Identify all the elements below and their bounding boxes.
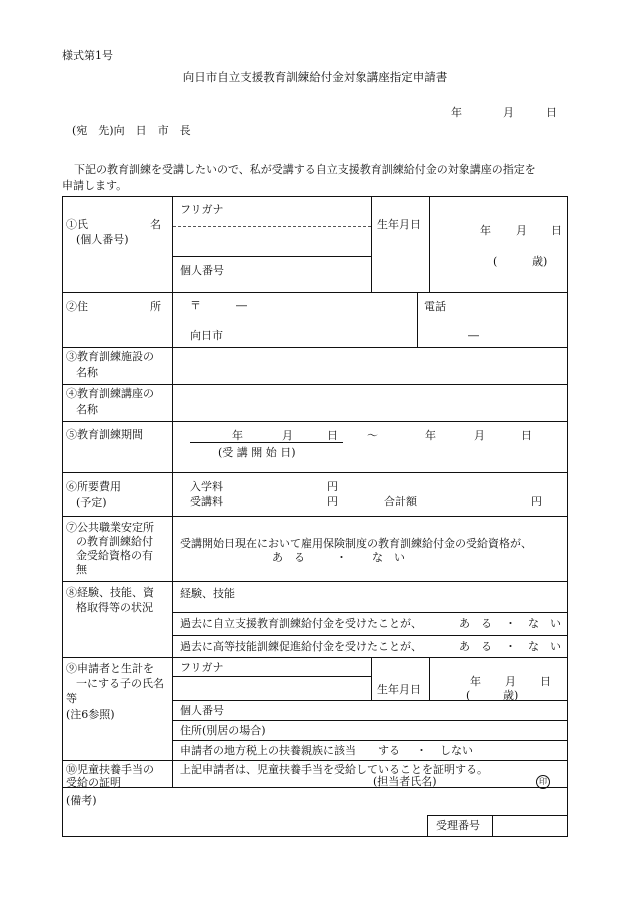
s2-city: 向日市 — [190, 329, 223, 342]
s8-sep-2 — [173, 635, 568, 636]
addressee: (宛 先)向 日 市 長 — [72, 124, 191, 137]
s6-admission-label: 入学料 — [190, 480, 223, 493]
s8-sep-1 — [173, 612, 568, 613]
s1-birth-day: 日 — [551, 224, 562, 237]
s9-choice-sep: ・ — [416, 744, 427, 757]
s9-birth-year: 年 — [470, 675, 481, 688]
date-month-label: 月 — [503, 106, 514, 119]
s7-label-line3: 金受給資格の有 — [76, 549, 153, 562]
s10-officer-label: (担当者氏名) — [373, 775, 437, 788]
s2-phone-dash: ― — [468, 329, 479, 342]
s8-q2-choice-sep: ・ — [505, 640, 516, 653]
s1-age-close: 歳) — [532, 255, 548, 268]
s3-label-line1: ③教育訓練施設の — [66, 350, 154, 363]
s8-q1-choice-yes[interactable]: あ る — [459, 617, 492, 630]
s5-label: ⑤教育訓練期間 — [66, 428, 143, 441]
s5-start-underline — [190, 442, 343, 443]
intro-line-2: 申請します。 — [62, 179, 128, 192]
s6-tuition-label: 受講料 — [190, 495, 223, 508]
s5-end-day: 日 — [521, 429, 532, 442]
s3-facility-name-field[interactable] — [173, 348, 567, 384]
s2-phone-field[interactable] — [418, 293, 567, 347]
s5-start-year: 年 — [232, 429, 243, 442]
s9-dependent-sep — [173, 740, 568, 741]
s5-start-day: 日 — [327, 429, 338, 442]
s1-birth-value-divider — [429, 196, 430, 292]
s9-age-close: 歳) — [503, 689, 519, 702]
s4-course-name-field[interactable] — [173, 385, 567, 421]
s9-birth-divider — [371, 657, 372, 700]
s7-label-line1: ⑦公共職業安定所 — [66, 521, 154, 534]
s5-tilde: ～ — [367, 429, 378, 442]
s9-birth-value-divider — [429, 657, 430, 700]
s10-label-line2: 受給の証明 — [66, 776, 121, 789]
s6-total-label: 合計額 — [384, 495, 417, 508]
s1-personal-number-field[interactable] — [172, 257, 371, 292]
s9-address-sep — [173, 720, 568, 721]
s10-certify-text: 上記申請者は、児童扶養手当を受給していることを証明する。 — [180, 763, 488, 776]
s4-label-line1: ④教育訓練講座の — [66, 387, 154, 400]
s8-label-line2: 格取得等の状況 — [76, 601, 153, 614]
s9-label-line2: 一にする子の氏名 — [76, 677, 164, 690]
s1-label-number: (個人番号) — [76, 233, 129, 246]
s3-label-line2: 名称 — [76, 366, 98, 379]
s8-q1-choice-sep: ・ — [505, 617, 516, 630]
s5-end-year: 年 — [425, 429, 436, 442]
s9-address-label: 住所(別居の場合) — [180, 724, 266, 737]
s9-furigana-label: フリガナ — [180, 661, 224, 674]
s9-label-line4: (注6参照) — [66, 708, 115, 721]
s9-label-line3: 等 — [66, 692, 77, 705]
form-number: 様式第1号 — [62, 49, 113, 62]
s9-birthdate-label: 生年月日 — [377, 683, 421, 696]
s5-end-month: 月 — [474, 429, 485, 442]
s8-q2-choice-yes[interactable]: あ る — [459, 640, 492, 653]
s9-birth-day: 日 — [540, 675, 551, 688]
s1-birth-month: 月 — [516, 224, 527, 237]
remarks-field[interactable] — [63, 806, 425, 834]
s1-name-field[interactable] — [172, 226, 371, 256]
date-day-label: 日 — [546, 106, 557, 119]
s5-start-month: 月 — [282, 429, 293, 442]
s8-experience-field[interactable] — [240, 582, 567, 612]
s2-label-right: 所 — [150, 300, 161, 313]
s4-label-line2: 名称 — [76, 403, 98, 416]
s6-label-line2: (予定) — [76, 496, 107, 509]
s6-total-unit: 円 — [531, 495, 542, 508]
s1-birth-divider — [371, 196, 372, 292]
s1-furigana-label: フリガナ — [180, 203, 224, 216]
s9-personal-number-label: 個人番号 — [180, 704, 224, 717]
seal-mark: 印 — [536, 775, 550, 789]
s7-statement: 受講開始日現在において雇用保険制度の教育訓練給付金の受給資格が、 — [180, 537, 532, 550]
row-sep-6 — [62, 516, 568, 517]
s7-label-line2: の教育訓練給付 — [76, 535, 153, 548]
s9-age-open: ( — [466, 689, 471, 702]
s1-age-open: ( — [493, 255, 498, 268]
s9-label-line1: ⑨申請者と生計を — [66, 662, 154, 675]
s6-admission-unit: 円 — [327, 480, 338, 493]
receipt-left-line — [427, 815, 428, 836]
s9-child-name-field[interactable] — [172, 677, 371, 700]
receipt-number-label: 受理番号 — [436, 819, 480, 832]
s8-past-q2: 過去に高等技能訓練促進給付金を受けたことが、 — [180, 640, 422, 653]
s8-q2-choice-no[interactable]: な い — [528, 640, 561, 653]
s6-tuition-unit: 円 — [327, 495, 338, 508]
s2-postal-mark: 〒 — [190, 299, 201, 312]
table-border-top — [62, 196, 568, 197]
s9-birth-month: 月 — [505, 675, 516, 688]
s10-label-line1: ⑩児童扶養手当の — [66, 763, 154, 776]
s9-choice-no[interactable]: しない — [440, 744, 473, 757]
s2-label: ②住 — [66, 300, 88, 313]
s7-choice-no[interactable]: な い — [372, 551, 405, 564]
s2-address-field[interactable] — [172, 293, 417, 347]
s7-label-line4: 無 — [76, 563, 87, 576]
receipt-number-field[interactable] — [493, 816, 567, 836]
date-year-label: 年 — [451, 106, 462, 119]
s7-choice-sep: ・ — [336, 551, 347, 564]
row-sep-4 — [62, 421, 568, 422]
s2-phone-label: 電話 — [424, 300, 446, 313]
s1-label-name-right: 名 — [150, 218, 161, 231]
table-border-bottom — [62, 836, 568, 837]
s1-birthdate-label: 生年月日 — [377, 218, 421, 231]
row-sep-10 — [62, 787, 568, 788]
intro-line-1: 下記の教育訓練を受講したいので、私が受講する自立支援教育訓練給付金の対象講座の指定を — [74, 163, 536, 176]
s6-label-line1: ⑥所要費用 — [66, 480, 121, 493]
form-title: 向日市自立支援教育訓練給付金対象講座指定申請書 — [182, 70, 448, 84]
s8-past-q1: 過去に自立支援教育訓練給付金を受けたことが、 — [180, 617, 422, 630]
row-sep-8 — [62, 657, 568, 658]
s8-q1-choice-no[interactable]: な い — [528, 617, 561, 630]
s8-experience-label: 経験、技能 — [180, 587, 235, 600]
s2-postal-dash: ― — [236, 299, 247, 312]
remarks-label: (備考) — [66, 794, 97, 807]
row-sep-5 — [62, 472, 568, 473]
s9-choice-yes[interactable]: する — [378, 744, 400, 757]
s8-label-line1: ⑧経験、技能、資 — [66, 586, 154, 599]
s5-start-note: (受 講 開 始 日) — [218, 446, 296, 459]
s9-dependent-text: 申請者の地方税上の扶養親族に該当 — [180, 744, 356, 757]
row-sep-9 — [62, 760, 568, 761]
s1-personal-number-label: 個人番号 — [180, 264, 224, 277]
s1-birth-year: 年 — [480, 224, 491, 237]
s7-choice-yes[interactable]: あ る — [272, 551, 305, 564]
s1-label-name: ①氏 — [66, 218, 88, 231]
